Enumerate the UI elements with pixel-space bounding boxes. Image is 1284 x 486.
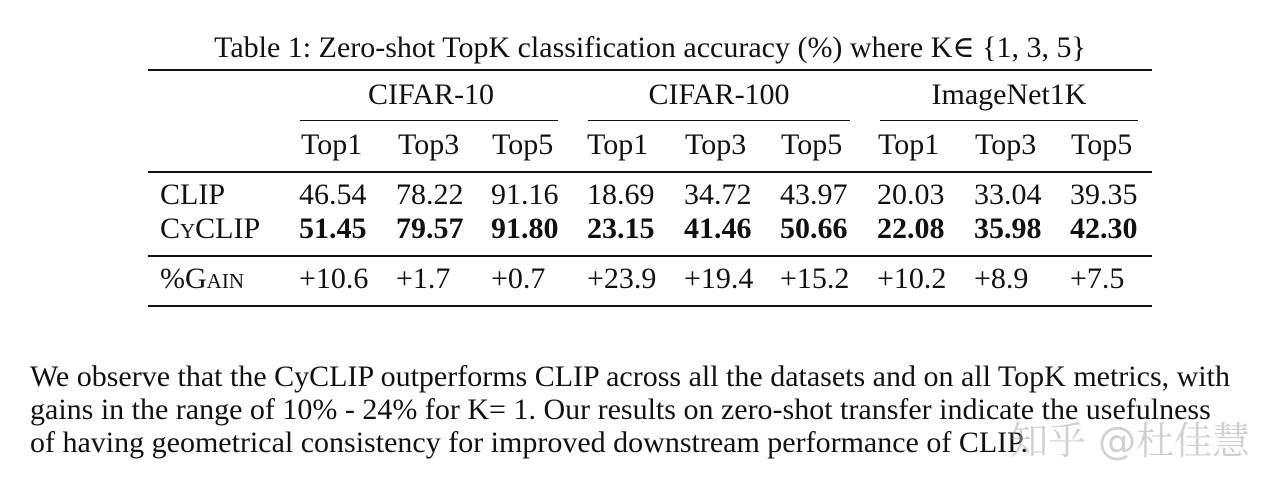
table-caption bbox=[0, 30, 1284, 66]
table-cell: 50.66 bbox=[780, 212, 848, 245]
body-paragraph bbox=[30, 360, 1284, 459]
subheader-cifar10-top3: Top3 bbox=[398, 128, 460, 161]
subheader-imagenet-top1: Top1 bbox=[878, 128, 940, 161]
table-cell: +1.7 bbox=[396, 262, 451, 295]
row-label-gain: %Gain bbox=[160, 262, 244, 295]
caption-text: Table 1: Zero-shot TopK classification accuracy (%) where K∈ {1, 3, 5} bbox=[214, 31, 1086, 64]
table-cell: 91.16 bbox=[491, 178, 559, 211]
table-cell: 43.97 bbox=[780, 178, 848, 211]
group-header-cifar100: CIFAR-100 bbox=[648, 78, 790, 111]
table-cell: +19.4 bbox=[684, 262, 754, 295]
table-cell: +7.5 bbox=[1070, 262, 1125, 295]
table-cell: 78.22 bbox=[396, 178, 464, 211]
paragraph-line-2: gains in the range of 10% - 24% for K= 1. Our results on zero-shot transfer indicate the usefulness bbox=[30, 393, 1211, 426]
table-cell: 20.03 bbox=[877, 178, 945, 211]
table-cell: 34.72 bbox=[684, 178, 752, 211]
table-cell: 79.57 bbox=[396, 212, 464, 245]
table-cell: 42.30 bbox=[1070, 212, 1138, 245]
table-cell: 23.15 bbox=[587, 212, 655, 245]
table-cell: 18.69 bbox=[587, 178, 655, 211]
table-cell: +0.7 bbox=[491, 262, 546, 295]
table-cell: +10.2 bbox=[877, 262, 947, 295]
table-header-rule bbox=[148, 171, 1152, 173]
subheader-cifar10-top1: Top1 bbox=[301, 128, 363, 161]
subheader-imagenet-top5: Top5 bbox=[1071, 128, 1133, 161]
table-cell: 91.80 bbox=[491, 212, 559, 245]
row-label-clip: CLIP bbox=[160, 178, 226, 211]
table-cell: 46.54 bbox=[299, 178, 367, 211]
table-cell: 39.35 bbox=[1070, 178, 1138, 211]
row-label-cyclip: CyCLIP bbox=[160, 212, 261, 245]
group-underline-cifar10 bbox=[300, 120, 558, 121]
group-underline-imagenet1k bbox=[880, 120, 1138, 121]
table-gain-rule bbox=[148, 255, 1152, 257]
table-cell: 33.04 bbox=[974, 178, 1042, 211]
table-cell: 51.45 bbox=[299, 212, 367, 245]
group-underline-cifar100 bbox=[588, 120, 850, 121]
paragraph-line-3: of having geometrical consistency for improved downstream performance of CLIP. bbox=[30, 426, 1029, 459]
watermark: 知乎 @杜佳慧 bbox=[1010, 419, 1251, 463]
table-cell: +15.2 bbox=[780, 262, 850, 295]
table-cell: +8.9 bbox=[974, 262, 1029, 295]
group-header-cifar10: CIFAR-10 bbox=[367, 78, 495, 111]
subheader-cifar100-top1: Top1 bbox=[587, 128, 649, 161]
table-cell: +10.6 bbox=[299, 262, 369, 295]
paragraph-line-1: We observe that the CyCLIP outperforms CLIP across all the datasets and on all TopK metrics, with bbox=[30, 360, 1230, 393]
table-cell: 22.08 bbox=[877, 212, 945, 245]
subheader-cifar100-top3: Top3 bbox=[685, 128, 747, 161]
group-header-imagenet1k: ImageNet1K bbox=[931, 78, 1087, 111]
subheader-imagenet-top3: Top3 bbox=[975, 128, 1037, 161]
table-bottom-rule bbox=[148, 305, 1152, 307]
table-cell: +23.9 bbox=[587, 262, 657, 295]
subheader-cifar10-top5: Top5 bbox=[492, 128, 554, 161]
table-cell: 41.46 bbox=[684, 212, 752, 245]
table-cell: 35.98 bbox=[974, 212, 1042, 245]
table-top-rule bbox=[148, 69, 1152, 71]
subheader-cifar100-top5: Top5 bbox=[781, 128, 843, 161]
